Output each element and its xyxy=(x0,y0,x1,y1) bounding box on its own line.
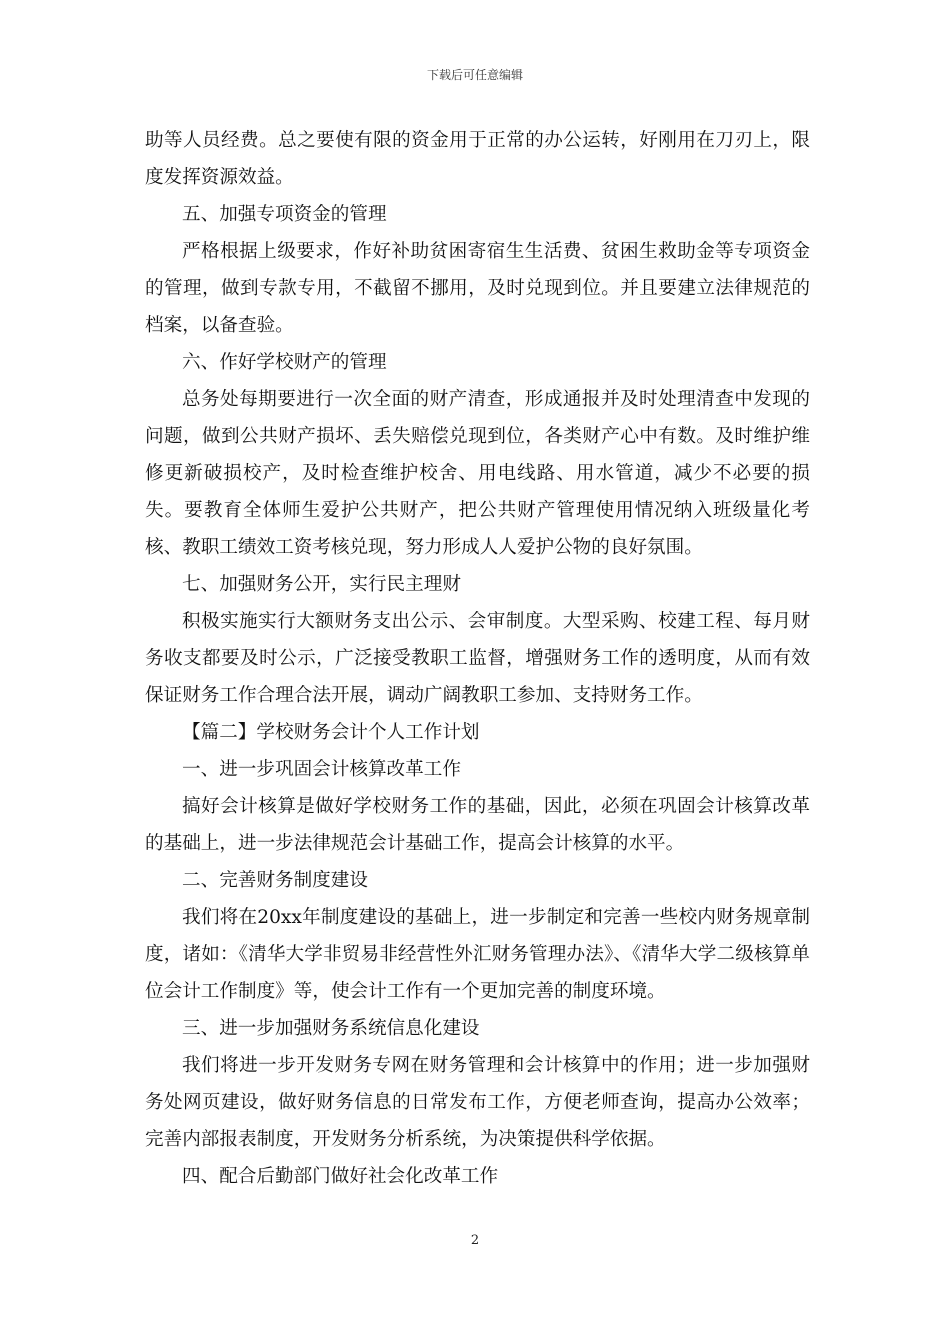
paragraph: 积极实施实行大额财务支出公示、会审制度。大型采购、校建工程、每月财务收支都要及时公示，广泛接受教职工监督，增强财务工作的透明度，从而有效保证财务工作合理合法开展，调动广阔教职工参加、支持财务工作。 xyxy=(145,611,810,706)
section-heading: 三、进一步加强财务系统信息化建设 xyxy=(182,1018,480,1039)
page-header: 下载后可任意编辑 xyxy=(426,68,523,82)
section-heading: 七、加强财务公开，实行民主理财 xyxy=(182,574,461,595)
section-heading: 六、作好学校财产的管理 xyxy=(182,352,387,373)
section-heading: 一、进一步巩固会计核算改革工作 xyxy=(182,759,461,780)
section-heading: 四、配合后勤部门做好社会化改革工作 xyxy=(182,1166,499,1187)
paragraph: 我们将在20xx年制度建设的基础上，进一步制定和完善一些校内财务规章制度，诸如：《清华大学非贸易非经营性外汇财务管理办法》、《清华大学二级核算单位会计工作制度》等，使会计工作有一个更加完善的制度环境。 xyxy=(145,907,810,1002)
paragraph: 总务处每期要进行一次全面的财产清查，形成通报并及时处理清查中发现的问题，做到公共财产损坏、丢失赔偿兑现到位，各类财产心中有数。及时维护维修更新破损校产，及时检查维护校舍、用电线路、用水管道，减少不必要的损失。要教育全体师生爱护公共财产，把公共财产管理使用情况纳入班级量化考核、教职工绩效工资考核兑现，努力形成人人爱护公物的良好氛围。 xyxy=(145,389,810,558)
article-title: 【篇二】学校财务会计个人工作计划 xyxy=(182,722,480,743)
paragraph: 严格根据上级要求，作好补助贫困寄宿生生活费、贫困生救助金等专项资金的管理，做到专款专用，不截留不挪用，及时兑现到位。并且要建立法律规范的档案，以备查验。 xyxy=(145,241,810,336)
section-heading: 二、完善财务制度建设 xyxy=(182,870,368,891)
paragraph: 我们将进一步开发财务专网在财务管理和会计核算中的作用；进一步加强财务处网页建设，做好财务信息的日常发布工作，方便老师查询，提高办公效率；完善内部报表制度，开发财务分析系统，为决策提供科学依据。 xyxy=(145,1055,810,1150)
document-body xyxy=(145,122,810,1195)
paragraph: 助等人员经费。总之要使有限的资金用于正常的办公运转，好刚用在刀刃上，限度发挥资源效益。 xyxy=(145,130,810,188)
page-number: 2 xyxy=(470,1233,480,1248)
section-heading: 五、加强专项资金的管理 xyxy=(182,204,387,225)
paragraph: 搞好会计核算是做好学校财务工作的基础，因此，必须在巩固会计核算改革的基础上，进一步法律规范会计基础工作，提高会计核算的水平。 xyxy=(145,796,810,854)
